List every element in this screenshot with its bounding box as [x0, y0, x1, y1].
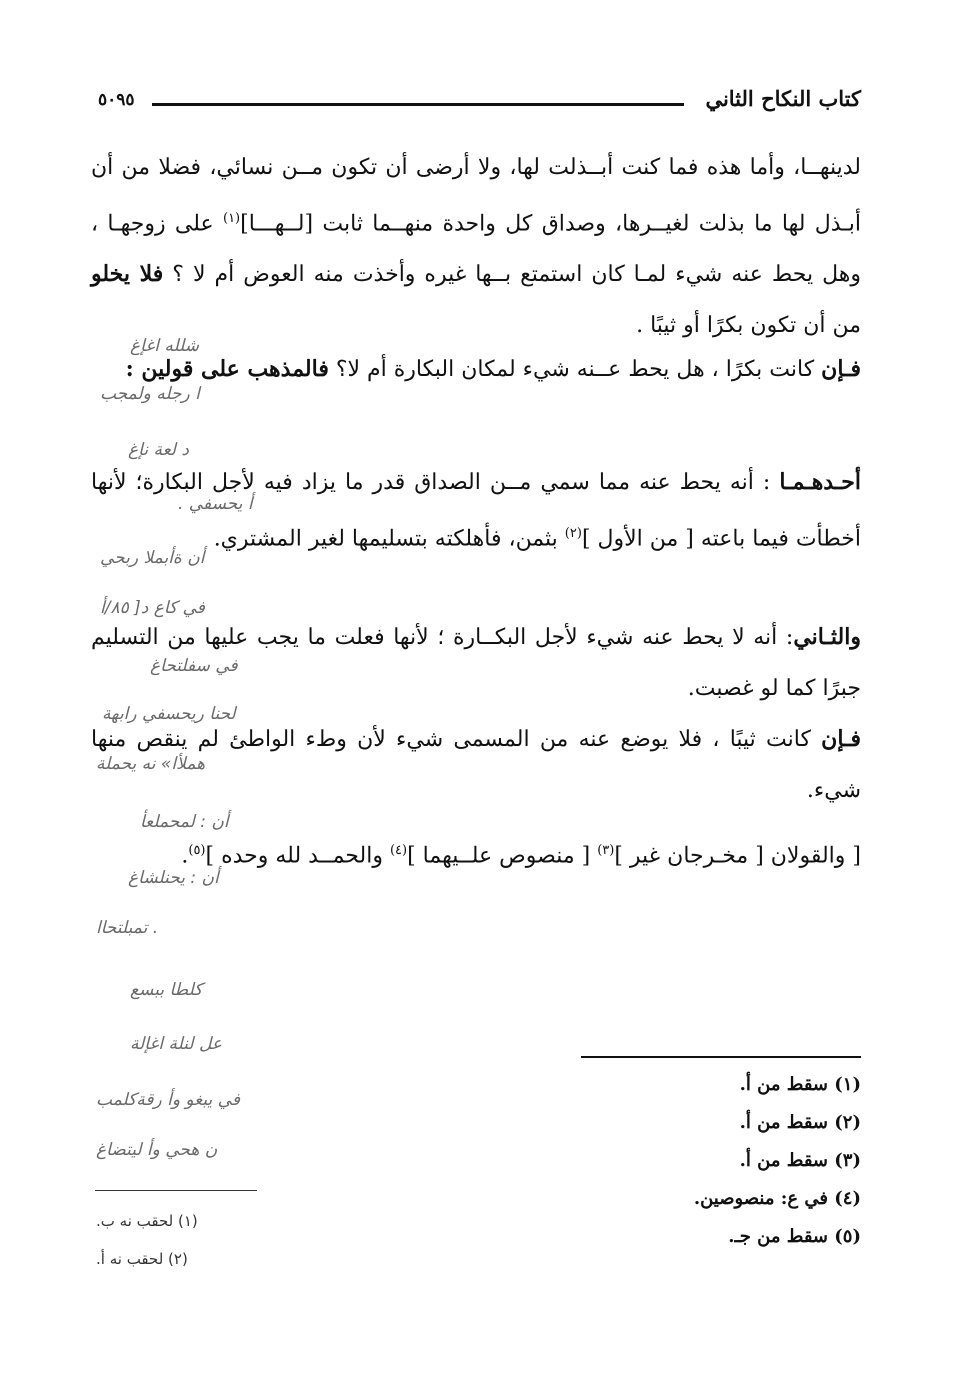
footnote-1: (١) سقط من أ. [739, 1074, 861, 1095]
marginal-note: شلله اغإغ [130, 336, 199, 356]
marginal-note: في يبغو وأ رقةكلمب [96, 1090, 240, 1110]
footnote-ref: (٤) [389, 843, 408, 858]
paragraph-text: من أن تكون بكرًا أو ثيبًا . [636, 313, 861, 339]
paragraph-1 [91, 142, 861, 351]
marginal-note: لحنا ريحسفي رابهة [102, 704, 236, 724]
paragraph-2 [91, 344, 861, 395]
paragraph-5 [91, 714, 861, 816]
paragraph-lead: فـإن [821, 726, 861, 752]
marginal-note: ا رجله ولمجب [100, 384, 200, 404]
marginal-note: هملأا» نه يحملة [96, 754, 206, 774]
marginal-note: أن : يحنلشاغ [128, 868, 219, 888]
marginal-note: أن ةأبملا ربحي [100, 548, 205, 568]
marginal-note: في كاع د[ ٨٥/أ [100, 598, 205, 618]
marginal-note: د لعة نإغ [128, 440, 189, 460]
marginal-note: أن : لمحملعأ [140, 812, 229, 832]
footnote-3: (٣) سقط من أ. [739, 1150, 861, 1171]
page-header-title: كتاب النكاح الثاني [705, 86, 861, 111]
footnote-ref: (٥) [188, 843, 206, 858]
marginal-note: في سفلتحاغ [150, 656, 238, 676]
footnote-left-2: (٢) لحقب نه أ. [96, 1250, 188, 1268]
paragraph-text: والحمــد لله وحده ] [205, 843, 390, 869]
marginal-note: عل لنلة اغإلة [130, 1034, 222, 1054]
footnote-ref: (٢) [564, 526, 582, 541]
paragraph-text: كانت بكرًا ، هل يحط عــنه شيء لمكان البكارة أم لا؟ [328, 357, 822, 382]
page-number: ٥٠٩٥ [98, 90, 135, 110]
paragraph-text: [ والقولان [ مخـرجان غير ] [614, 843, 861, 869]
paragraph-text: بثمن، فأهلكته بتسليمها لغير المشتري. [213, 526, 565, 552]
footnote-4: (٤) في ع: منصوصين. [693, 1188, 861, 1209]
footnote-5: (٥) سقط من جـ. [728, 1226, 861, 1247]
footnote-2: (٢) سقط من أ. [739, 1112, 861, 1133]
paragraph-text: كانت ثيبًا ، فلا يوضع عنه من المسمى شيء لأن وطء الواطئ لم ينقص منها شيء. [91, 727, 861, 803]
footnote-ref: (٣) [597, 843, 615, 858]
paragraph-text: . [181, 843, 189, 869]
marginal-note: كلطا ببسع [130, 980, 203, 1000]
marginal-note: . تمبلتحاا [96, 918, 159, 938]
header-rule [152, 103, 684, 106]
paragraph-text: لدينهــا، وأما هذه فما كنت أبــذلت لها، ولا أرضى أن تكون مــن نسائي، فضلا من أن أبـذل لها ما بذلت لغيــرها، وصداق كل واحدة منهــما ثابت [لــهـــا] [91, 155, 861, 237]
marginal-note: ن هحي وأ ليتضاغ [96, 1140, 218, 1160]
paragraph-text: على زوجهـا ، وهل يحط عنه شيء لمـا كان استمتع بــها غيره وأخذت منه العوض أم لا ؟ [91, 211, 861, 288]
paragraph-lead: والثـاني [793, 624, 861, 650]
paragraph-text: : أنه لا يحط عنه شيء لأجل البكــارة ؛ لأنها فعلت ما يجب عليها من التسليم جبرًا كما لو غصبت. [91, 625, 861, 701]
footnote-separator-left [95, 1190, 257, 1191]
paragraph-bold-text: فالمذهب على قولين : [125, 356, 329, 382]
paragraph-text: [ منصوص علــيهما ] [407, 843, 598, 869]
footnote-left-1: (١) لحقب نه ب. [96, 1212, 198, 1230]
paragraph-bold-text: فلا يخلو [91, 261, 164, 288]
footnote-ref: (١) [222, 211, 241, 226]
marginal-note: أ يحسفي . [178, 494, 253, 514]
paragraph-lead: أحـدهـمـا [779, 469, 861, 495]
footnote-separator [581, 1056, 861, 1058]
paragraph-text: : أنه يحط عنه مما سمي مــن الصداق قدر ما يزاد فيه لأجل البكارة؛ لأنها أخطأت فيما باعته [ من الأول ] [91, 470, 861, 552]
paragraph-lead: فـإن [821, 356, 861, 382]
